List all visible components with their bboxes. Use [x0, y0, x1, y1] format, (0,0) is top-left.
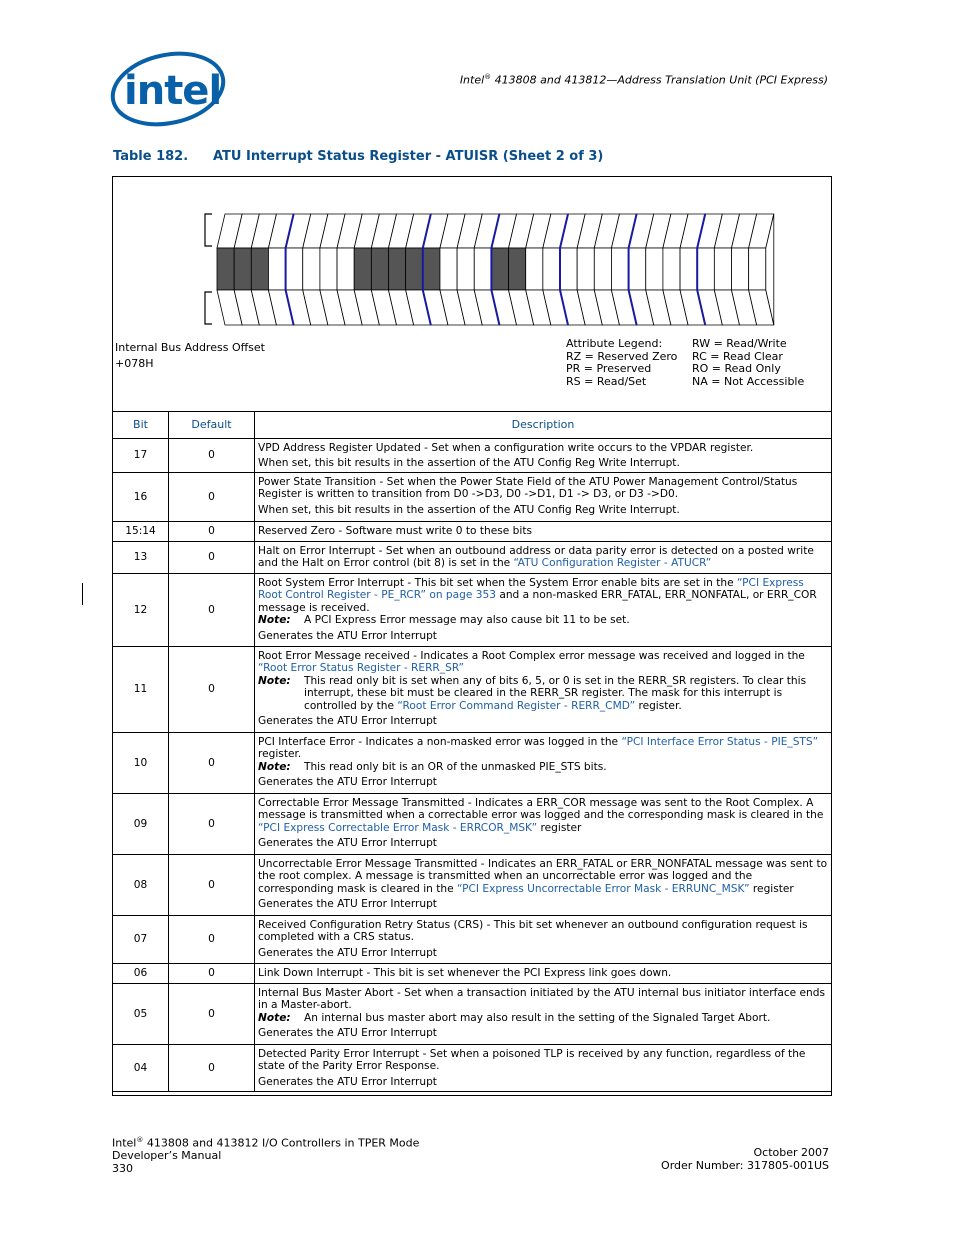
default-cell: 0 [169, 733, 255, 794]
bit-cell [732, 248, 749, 290]
default-cell: 0 [169, 542, 255, 574]
description-text: Received Configuration Retry Status (CRS) - This bit set whenever an outbound configuration request is completed with a CRS status. [258, 919, 808, 944]
bit-cell [714, 248, 731, 290]
note-text: register. [635, 699, 682, 712]
cross-reference-link[interactable]: “PCI Express Uncorrectable Error Mask - ERRUNC_MSK” [456, 882, 750, 895]
note-label: Note: [258, 674, 291, 687]
description-text: Generates the ATU Error Interrupt [258, 837, 437, 850]
note [258, 1012, 828, 1024]
register-table [112, 411, 832, 1092]
description-cell [255, 964, 832, 984]
note-label: Note: [258, 614, 291, 627]
description-cell [255, 984, 832, 1045]
description-text: Link Down Interrupt - This bit is set whenever the PCI Express link goes down. [258, 967, 672, 979]
column-header-bit: Bit [113, 412, 169, 439]
description-cell [255, 522, 832, 542]
bit-cell: 08 [113, 855, 169, 916]
bit-cell [440, 248, 457, 290]
bit-cell [629, 248, 646, 290]
description-text: When set, this bit results in the assertion of the ATU Config Reg Write Interrupt. [258, 457, 680, 470]
cross-reference-link[interactable]: “PCI Express Correctable Error Mask - ERRCOR_MSK” [258, 821, 538, 834]
description-text: Internal Bus Master Abort - Set when a transaction initiated by the ATU internal bus initiator interface ends in a Master-abort. [258, 987, 826, 1012]
default-cell: 0 [169, 522, 255, 542]
note-text: This read only bit is an OR of the unmasked PIE_STS bits. [304, 760, 607, 773]
table-row [113, 964, 832, 984]
description-text: Generates the ATU Error Interrupt [258, 1075, 437, 1088]
note [258, 614, 828, 626]
attribute-legend: Attribute Legend: RW = Read/Write RZ = Reserved Zero RC = Read Clear PR = Preserved RO = Read Only RS = Read/Set NA = Not Accessible [566, 337, 805, 388]
bit-cell [680, 248, 697, 290]
table-caption: Table 182. ATU Interrupt Status Register - ATUISR (Sheet 2 of 3) [113, 149, 604, 164]
running-header: Intel® 413808 and 413812—Address Translation Unit (PCI Express) [459, 73, 828, 87]
bit-cell [663, 248, 680, 290]
default-cell: 0 [169, 647, 255, 733]
description-text: Correctable Error Message Transmitted - Indicates a ERR_COR message was sent to the Root Complex. A message is transmitted when a correctable error was logged and the corresponding mask is cleared in the [258, 797, 824, 822]
default-cell: 0 [169, 1045, 255, 1092]
table-row [113, 916, 832, 964]
description-text: Power State Transition - Set when the Power State Field of the ATU Power Management Control/Status Register is written to transition from D0 ->D3, D0 ->D1, D1 -> D3, or D3 ->D0. [258, 476, 798, 501]
cross-reference-link[interactable]: “PCI Express Root Control Register - PE_RCR” on page 353 [258, 577, 804, 602]
bit-cell [526, 248, 543, 290]
bit-cell: 09 [113, 794, 169, 855]
note-text: A PCI Express Error message may also cause bit 11 to be set. [304, 614, 630, 627]
description-text: When set, this bit results in the assertion of the ATU Config Reg Write Interrupt. [258, 503, 680, 516]
bit-cell [594, 248, 611, 290]
bit-cell: 04 [113, 1045, 169, 1092]
bit-cell [543, 248, 560, 290]
default-cell: 0 [169, 473, 255, 522]
description-text: Generates the ATU Error Interrupt [258, 946, 437, 959]
bracket-bottom [205, 292, 212, 324]
change-bar [82, 583, 83, 605]
bit-cell: 15:14 [113, 522, 169, 542]
description-text: register [537, 821, 582, 834]
default-cell: 0 [169, 916, 255, 964]
bit-cell [234, 248, 251, 290]
description-cell [255, 1045, 832, 1092]
description-text: Root Error Message received - Indicates a Root Complex error message was received and logged in the [258, 650, 805, 662]
bit-cell [303, 248, 320, 290]
column-header-description: Description [255, 412, 832, 439]
cross-reference-link[interactable]: “PCI Interface Error Status - PIE_STS” [621, 736, 819, 748]
description-cell [255, 574, 832, 647]
description-text: VPD Address Register Updated - Set when a configuration write occurs to the VPDAR register. [258, 442, 754, 454]
bit-cell [457, 248, 474, 290]
bit-cell [320, 248, 337, 290]
bit-cell [268, 248, 285, 290]
footer-left: Intel® 413808 and 413812 I/O Controllers in TPER Mode Developer’s Manual 330 [112, 1136, 420, 1175]
bit-cell: 06 [113, 964, 169, 984]
bit-cell: 05 [113, 984, 169, 1045]
column-header-default: Default [169, 412, 255, 439]
bit-cell [423, 248, 440, 290]
description-cell [255, 855, 832, 916]
bit-cell [371, 248, 388, 290]
bit-cell [509, 248, 526, 290]
note [258, 675, 828, 712]
description-text: register [749, 882, 794, 895]
bit-cell: 12 [113, 574, 169, 647]
table-row [113, 984, 832, 1045]
default-cell: 0 [169, 855, 255, 916]
description-text: Reserved Zero - Software must write 0 to these bits [258, 525, 532, 537]
default-cell: 0 [169, 964, 255, 984]
table-row [113, 574, 832, 647]
bit-cell [251, 248, 268, 290]
default-cell: 0 [169, 984, 255, 1045]
description-text: Root System Error Interrupt - This bit set when the System Error enable bits are set in the [258, 577, 737, 589]
bit-cell [611, 248, 628, 290]
default-cell: 0 [169, 794, 255, 855]
note-label: Note: [258, 1011, 291, 1024]
intel-logo [110, 50, 228, 128]
description-cell [255, 794, 832, 855]
bit-cell [389, 248, 406, 290]
table-row [113, 1045, 832, 1092]
bit-cell: 16 [113, 473, 169, 522]
note-text: This read only bit is set when any of bits 6, 5, or 0 is set in the RERR_SR registers. To clear this interrupt, these bit must be cleared in the RERR_SR register. The mask for this interrupt is controlled by the [304, 674, 807, 712]
description-cell [255, 473, 832, 522]
bit-cell [286, 248, 303, 290]
description-text: Generates the ATU Error Interrupt [258, 1027, 437, 1040]
bit-cell [749, 248, 766, 290]
table-row [113, 522, 832, 542]
description-text: register. [258, 748, 302, 761]
bit-cell: 13 [113, 542, 169, 574]
table-row [113, 794, 832, 855]
bit-cell [491, 248, 508, 290]
register-bit-diagram [200, 210, 790, 330]
note-label: Note: [258, 760, 291, 773]
description-text: Halt on Error Interrupt - Set when an outbound address or data parity error is detected on a posted write and the Halt on Error control (bit 8) is set in the [258, 545, 814, 570]
bit-cell [474, 248, 491, 290]
bit-cell [697, 248, 714, 290]
svg-text:intel: intel [124, 68, 222, 114]
address-offset: Internal Bus Address Offset +078H [115, 341, 265, 370]
bit-cell: 10 [113, 733, 169, 794]
default-cell: 0 [169, 574, 255, 647]
description-text: Generates the ATU Error Interrupt [258, 715, 437, 728]
cross-reference-link[interactable]: “Root Error Status Register - RERR_SR” [258, 662, 464, 675]
bit-cell [646, 248, 663, 290]
table-row [113, 647, 832, 733]
bit-cell [337, 248, 354, 290]
note [258, 761, 828, 773]
bit-cell: 17 [113, 439, 169, 473]
table-header-row [113, 412, 832, 439]
cross-reference-link[interactable]: “Root Error Command Register - RERR_CMD” [397, 699, 636, 712]
table-row [113, 439, 832, 473]
bit-cell [354, 248, 371, 290]
description-text: Uncorrectable Error Message Transmitted - Indicates an ERR_FATAL or ERR_NONFATAL message was sent to the root complex. A message is transmitted when an uncorrectable error was logged and the corresponding mask is cleared in the [258, 858, 828, 895]
description-cell [255, 542, 832, 574]
table-row [113, 733, 832, 794]
description-text: and a non-masked ERR_FATAL, ERR_NONFATAL, or ERR_COR message is received. [258, 589, 817, 614]
description-text: PCI Interface Error - Indicates a non-masked error was logged in the [258, 736, 622, 748]
bit-cell [406, 248, 423, 290]
table-row [113, 542, 832, 574]
description-text: Generates the ATU Error Interrupt [258, 776, 437, 789]
description-cell [255, 733, 832, 794]
note-text: An internal bus master abort may also result in the setting of the Signaled Target Abort. [304, 1011, 771, 1024]
bit-cell [217, 248, 234, 290]
bit-cell: 11 [113, 647, 169, 733]
default-cell: 0 [169, 439, 255, 473]
bit-cell [577, 248, 594, 290]
description-cell [255, 647, 832, 733]
footer-right: October 2007 Order Number: 317805-001US [661, 1146, 829, 1172]
bit-cell [560, 248, 577, 290]
table-row [113, 473, 832, 522]
cross-reference-link[interactable]: “ATU Configuration Register - ATUCR” [513, 557, 712, 570]
table-row [113, 855, 832, 916]
description-cell [255, 439, 832, 473]
bit-cell: 07 [113, 916, 169, 964]
description-text: Detected Parity Error Interrupt - Set when a poisoned TLP is received by any function, regardless of the state of the Parity Error Response. [258, 1048, 806, 1073]
description-text: Generates the ATU Error Interrupt [258, 898, 437, 911]
description-cell [255, 916, 832, 964]
description-text: Generates the ATU Error Interrupt [258, 629, 437, 642]
bracket-top [205, 214, 212, 246]
